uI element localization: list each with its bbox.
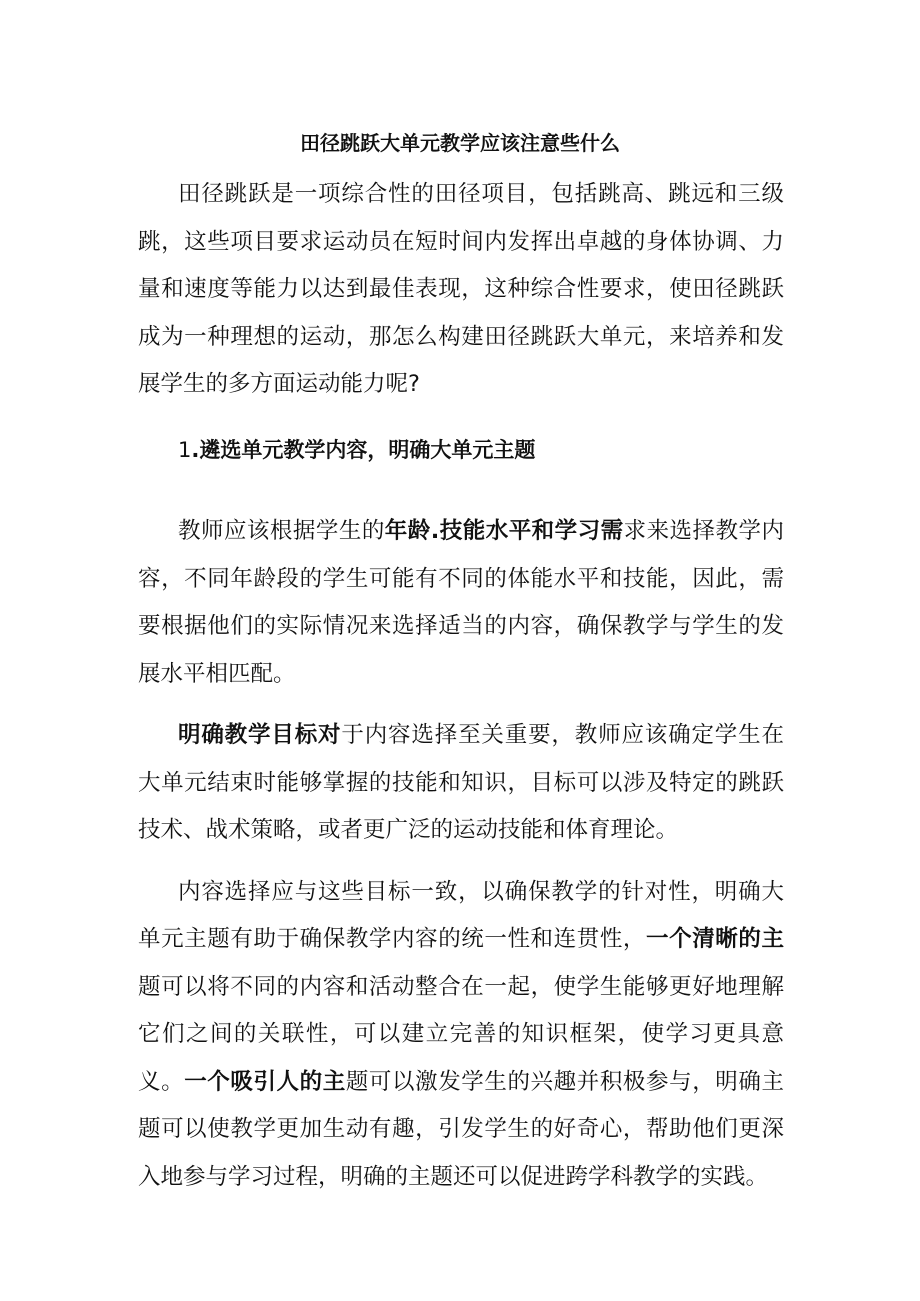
text-segment: 题可以将不同的内容和活动整合在一起，使学生能够更好地理解它们之间的关联性，可以建立完善的知识框架，使学习更具意义。 bbox=[138, 973, 784, 1095]
text-segment: 求来选择教学内容，不同年龄段的学生可能有不同的体能水平和技能，因此，需要根据他们的实际情况来选择适当的内容，确保教学与学生的发展水平相匹配。 bbox=[138, 518, 784, 687]
text-segment: 内容选择应与这些目标一致，以确保教学的针对性，明确大单元主题有助于确保教学内容的统一性和连贯性， bbox=[138, 878, 784, 952]
document-title: 田径跳跃大单元教学应该注意些什么 bbox=[300, 131, 620, 155]
intro-paragraph bbox=[138, 171, 784, 409]
bold-text-segment: 一个清晰的主 bbox=[646, 926, 784, 952]
bold-text-segment: 明确教学目标对 bbox=[178, 722, 342, 748]
body-paragraph bbox=[138, 508, 784, 698]
text-segment: 题可以激发学生的兴趣并积极参与，明确主题可以使教学更加生动有趣，引发学生的好奇心，帮助他们更深入地参与学习过程，明确的主题还可以促进跨学科教学的实践。 bbox=[138, 1068, 784, 1190]
text-segment: 田径跳跃是一项综合性的田径项目，包括跳高、跳远和三级跳，这些项目要求运动员在短时间内发挥出卓越的身体协调、力量和速度等能力以达到最佳表现，这种综合性要求，使田径跳跃成为一种理想的运动，那怎么构建田径跳跃大单元，来培养和发展学生的多方面运动能力呢? bbox=[138, 181, 784, 397]
bold-text-segment: 年龄.技能水平和学习需 bbox=[384, 518, 624, 544]
section-number: 1 bbox=[178, 437, 192, 462]
body-paragraph bbox=[138, 712, 784, 855]
bold-text-segment: 一个吸引人的主 bbox=[184, 1068, 346, 1095]
text-segment: 教师应该根据学生的 bbox=[178, 518, 385, 544]
section-heading-text: .遴选单元教学内容，明确大单元主题 bbox=[191, 437, 536, 462]
section-heading bbox=[178, 427, 784, 475]
text-segment: 于内容选择至关重要，教师应该确定学生在大单元结束时能够掌握的技能和知识，目标可以涉及特定的跳跃技术、战术策略，或者更广泛的运动技能和体育理论。 bbox=[138, 722, 784, 843]
body-paragraph bbox=[138, 869, 784, 1202]
